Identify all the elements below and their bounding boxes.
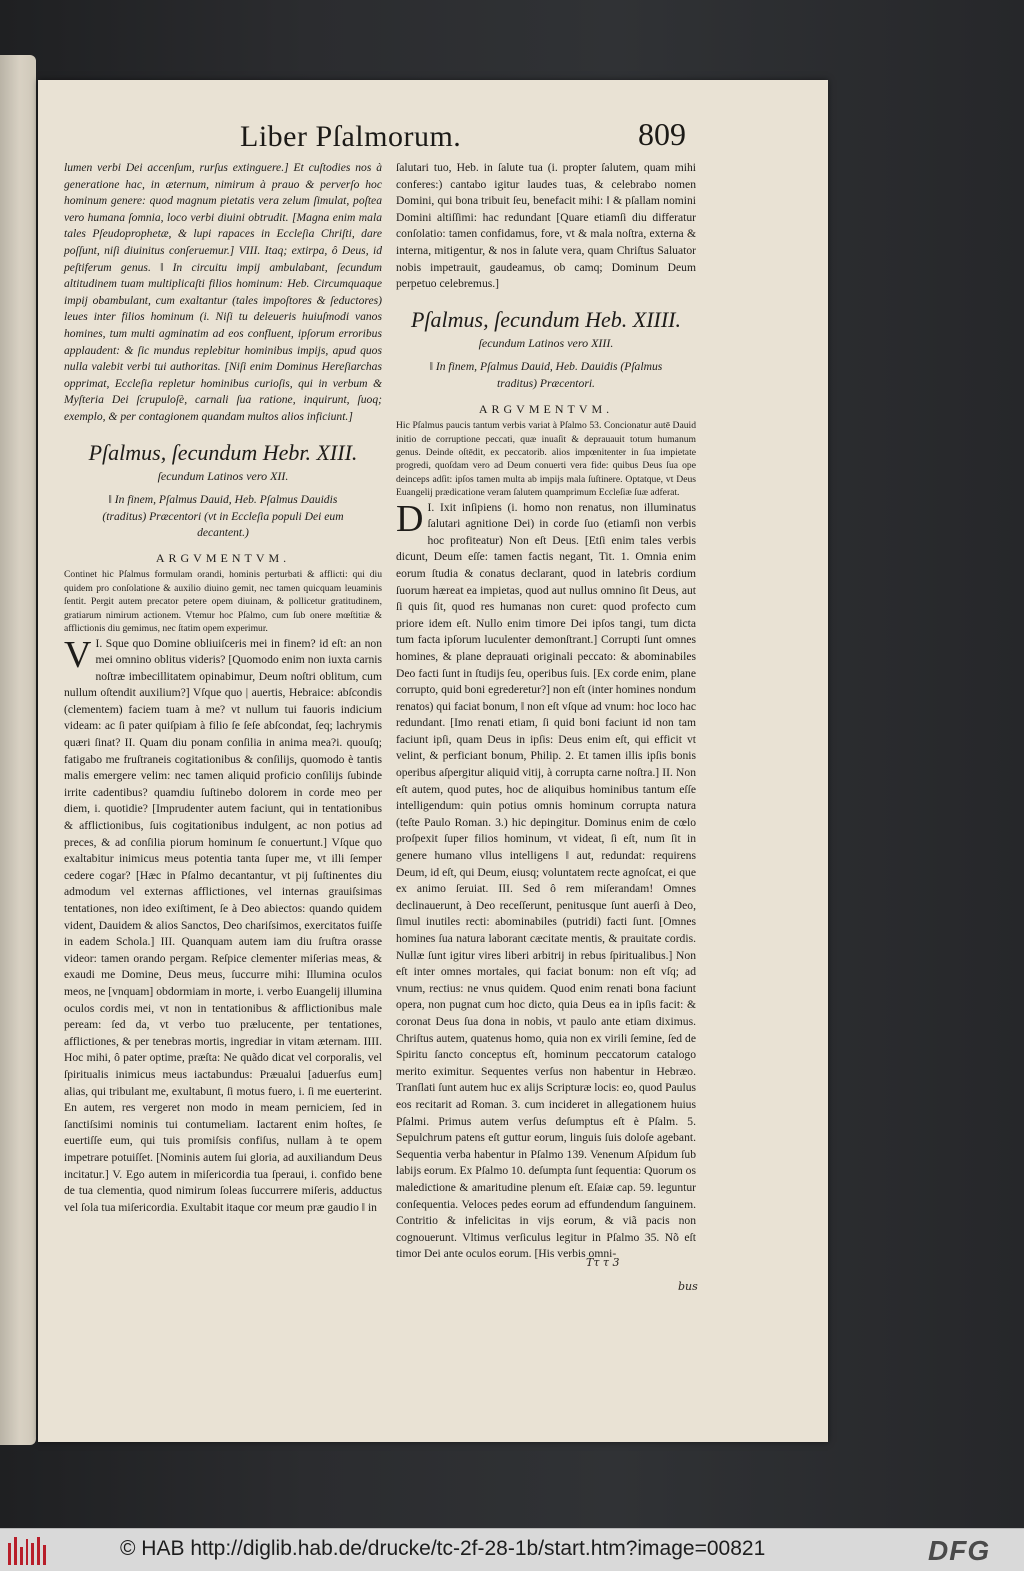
running-head: Liber Pſalmorum. — [240, 120, 462, 153]
signature-mark: Tτ τ 3 — [586, 1256, 620, 1269]
right-paragraph-1: ſalutari tuo, Heb. in ſalute tua (i. propter ſalutem, quam mihi conferes:) cantabo igitur laudes tuas, & celebrabo nomen Domini, qui bona tribuit ſeu, benefacit mihi: ‖ & pſallam nomini Domini altiſſimi: hac redundant [Quare etiamſi diu differatur conſolatio: tamen confidamus, fore, vt & mala noſtra, externa & interna, mitigentur, & nos in ſalute vera, quam Chriſtus Saluator nobis impetrauit, gaudeamus, ob camq; Dominum Deum perpetuo celebremus.] — [396, 161, 696, 291]
previous-page-edge — [0, 55, 36, 1445]
drop-cap: D — [396, 497, 424, 540]
psalm-heading-13: Pſalmus, ſecundum Hebr. XIII. — [88, 439, 358, 465]
page-number: 809 — [638, 116, 686, 152]
psalm-14-body: Ixit inſipiens (i. homo non renatus, non illuminatus ſalutari agnitione Dei) in corde ſuo (etiamſi non verbis hoc profiteatur) Non eſt Deus. [Etſi enim tales verbis dicunt, Deum eſſe: tamen factis negant, Tit. 1. Omnia enim eorum ſtudia & conatus declarant, quod in latebris cordium ſuorum hæreat ea impietas, quod aut nullus omnino ſit Deus, aut ſi quis ſit, quod res humanas non curet: quod profecto cum priore idem eſt. Nullo enim timore Dei ipſos tangi, tum dicta tum facta ipſorum luculenter demonſtrant.] Corrupti ſunt omnes homines, & plane deprauati originali peccato: & abominabiles Deo facti ſunt in ſtudijs ſeu, operibus ſuis. [Ex corde enim, plane corrupto, quid boni egrederetur?] non eſt (inter homines nondum renatos) qui faciat bonum, ‖ non eſt vſque ad vnum: hoc loco hac redundant. [Imo renati etiam, ſi quid boni faciunt id non tam faciunt ipſi, quam Deus in ipſis: Deus enim eſt, qui efficit vt velint, & perficiant bonum, Philip. 2. Et tamen illis ipſis bonis operibus aſpergitur aliquid vitij, à corrupta carne noſtra.] II. Non eſt autem, quod putes, hoc de aliquibus hominibus tantum eſſe intelligendum: quin potius omnis hominum corrupta natura (teſte Paulo Roman. 3.) hic depingitur. Dominus enim de cœlo proſpexit ſuper filios hominum, vt videat, ſi eſt, num ſit in genere humano vllus intelligens ‖ aut, redundat: requirens Deum, id eſt, qui Deum, eiusq; voluntatem recte agnoſcat, ei que ex animo ſeruiat. III. Sed ô rem miſerandam! Omnes declinauerunt, à Deo receſſerunt, penitusque ſunt auerſi à Deo, ſimul inutiles recti: abominabiles (putridi) facti ſunt. [Omnes homines ſua natura laborant cæcitate mentis, & prauitate cordis. Nullæ ſunt igitur vires liberi arbitrij in rebus ſpiritualibus.] Non eſt inter omnes mortales, qui faciat bonum: non eſt vſq; ad vnum, rectius: ne vnus quidem. Quod enim renati bona faciunt opera, non pugnat cum hoc dicto, quia Deus ea in ipſis facit: & coronat Deus ſua dona in nobis, vt paulo ante etiam diximus. Chriſtus autem, quatenus homo, quia non ex virili ſemine, ſed de Spiritu ſancto conceptus eſt, hominum peccatorum catalogo merito eximitur. Sequentes verſus non habentur in Hebræo. Tranſlati ſunt autem huc ex alijs Scripturæ locis: eo, quod Paulus eos recitarit ad Roman. 3. cum incideret in allegationem huius Pſalmi. Primus autem verſus deſumptus eſt è Pſalm. 5. Sepulchrum patens eſt guttur eorum, linguis ſuis doloſe agebant. Sequentia verba habentur in Pſalmo 139. Venenum Aſpidum ſub labijs eorum. Ex Pſalmo 10. deſumpta ſunt ſequentia: Quorum os maledictione & amaritudine plenum eſt. Eſaiæ cap. 59. leguntur conſequentia. Veloces pedes eorum ad effundendum ſanguinem. Contritio & infelicitas in vijs eorum, & viã pacis non cognouerunt. Vltimus verſiculus legitur in Pſalmo 35. Nõ eſt timor Dei ante oculos eorum. [His verbis omni- — [396, 500, 697, 1261]
book-page — [38, 80, 828, 1442]
psalm-13-body: Sque quo Domine obliuiſceris mei in finem? id eſt: an non mei omnino oblitus videris? [Quomodo enim non iuxta carnis noſtræ imbecillitatem opinabimur, Deum noſtri oblitum, cum nullum oſtendit auxilium?] Vſque quo | auertis, Hebraice: abſcondis (clementem) faciem tuam à me? vt nullum tui fauoris indicium videam: ac ſi pater quiſpiam à filio ſe ſeſe abſcondat, ſeq; lachrymis quæri ſinat? II. Quam diu ponam conſilia in anima mea?i. quouſq; fatigabo me fruſtraneis cogitationibus & conſilijs, quomodo è tantis malis emergere velim: nec tamen aliquid proficio conſilijs ſubinde irrite cadentibus? quamdiu ſuſtinebo dolorem in corde meo per diem, i. quotidie? [Imprudenter autem faciunt, qui in tentationibus & afflictionibus, ſuis cogitationibus indulgent, ac non potius ad preces, & ad conſilia piorum hominum ſe conuertunt.] Vſque quo exaltabitur inimicus meus potentia tanta ſuper me, vt illi ſemper cedere cogar? [Hæc in Pſalmo decantantur, vt pij ſuſtinentes diu admodum vel externas afflictiones, vel internas grauiſsimas tentationes, non ideo exiſtiment, ſe à Deo abiectos: quando quidem vident, Dauidem & alios Sanctos, Deo chariſsimos, exercitatos fuiſſe in eadem Schola.] III. Quanquam autem iam diu ſruſtra orasse videor: tamen orando pergam. Reſpice clementer miſerias meas, & exaudi me Domine, Deus meus, ſuccurre mihi: Illumina oculos meos, ne [vnquam] obdormiam in morte, i. verbo Euangelij illumina oculos cordis mei, vt non in tentationibus & afflictionibus male peream: ſed da, vt verbo tuo prælucente, per tentationes, afflictiones, & per tenebras mortis, ingrediar in vitam æternam. IIII. Hoc mihi, ô pater optime, præſta: Ne quãdo dicat vel corporalis, vel ſpiritualis inimicus meus iactabundus: Præualui [aduerſus eum] alias, qui tribulant me, exultabunt, ſi motus fuero, i. ſi me euerterint. En autem, res vergeret non modo in meam perniciem, ſed in ſanctiſsimi nominis tui contumeliam. Iactarent enim hoſtes, ſe euertiſſe eum, qui tuis promiſsis confiſus, nullam à te opem impetrare potuiſſet. [Nominis autem ſui gloria, ad auxiliandum Deus incitatur.] V. Ego autem in miſericordia tua ſperaui, i. confido bene de tua clementia, quod nimirum ſoleas ſuccurrere miſeris, adductus vel ſola tua miſericordia. Exultabit itaque cor meum præ gaudio ‖ in — [64, 636, 382, 1214]
left-paragraph-1: lumen verbi Dei accenſum, rurſus extinguere.] Et cuſtodies nos à generatione hac, in æternum, nimirum à prauo & perverſo hoc hominum genere: quod magnum pietatis vera zelum ſimulat, poſtea vero humana ſomnia, loco verbi diuini obtrudit. [Magna enim mala tales Pſeudoprophetæ, & lupi rapaces in Eccleſia Chriſti, dare poſſunt, niſi diuinitus conſeruemur.] VIII. Itaq; extirpa, ô Deus, id peſtiferum genus. ‖ In circuitu impij ambulabant, ſecundum altitudinem tuam multiplicaſti filios hominum: Heb. Circumquaque impij obambulant, cum exaltantur (tales impoſtores & ſeductores) leues inter filios hominum (i. Niſi tu deleueris huiuſmodi vanos homines, tum multi agminatim ad eos confluent, ipſorum erroribus applaudent: & ſic mundus replebitur hominibus impijs, apud quos nulla valebit verbi tui authoritas. [Niſi enim Dominus Hereſiarchas opprimat, Eccleſia repletur hominibus curioſis, qui in verbum & Myſteria Dei ſcrupuloſè, carnali ſua ratione, inquirunt, ſuoq; exemplo, & per contagionem quandam multos alios inficiunt.] — [64, 161, 382, 423]
psalm-inscription-14: ‖ In finem, Pſalmus Dauid, Heb. Dauidis (Pſalmus traditus) Præcentori. — [429, 360, 663, 390]
footer-bar — [0, 1528, 1024, 1571]
footer-copyright-link[interactable]: © HAB http://diglib.hab.de/drucke/tc-2f-28-1b/start.htm?image=00821 — [120, 1537, 766, 1560]
dfg-logo: DFG — [928, 1535, 991, 1566]
argument-title-14: ARGVMENTVM. — [478, 401, 614, 416]
argument-title-13: ARGVMENTVM. — [155, 550, 291, 565]
verse-number: I. — [95, 636, 103, 650]
psalm-inscription-13: ‖ In finem, Pſalmus Dauid, Heb. Pſalmus Dauidis (traditus) Præcentori (vt in Eccleſia populi Dei eum decantent.) — [102, 493, 344, 540]
catchword: bus — [678, 1280, 698, 1293]
drop-cap: V — [64, 633, 92, 676]
argument-text-13: Continet hic Pſalmus formulam orandi, hominis perturbati & afflicti: qui diu quidem pro conſolatione & auxilio diuino gemit, nec tamen quicquam leuaminis ſentit. Pergit autem precator petere opem diuinam, & pollicetur gratitudinem, gratiarum nimirum actionem. Vtemur hoc Pſalmo, cum ſub onere mœſtitiæ & afflictionis diu gemimus, nec ſtatim opem experimur. — [64, 569, 382, 635]
verse-number: I. — [427, 500, 435, 514]
psalm-14-text — [396, 497, 697, 1263]
left-column — [64, 160, 382, 1216]
psalm-subheading-14: ſecundum Latinos vero XIII. — [478, 335, 614, 350]
argument-text-14: Hic Pſalmus paucis tantum verbis variat à Pſalmo 53. Concionatur autē Dauid initio de corruptione peccati, quæ inuaſit & deprauauit totum humanum genus. Deinde oſtēdit, ex peccatorib. alios impœnitenter in ſua impietate progredi, quoſdam vero ad Deum conuerti vera fide: quibus Deus ſua ope deinceps adſit: ipſos tamen multa ab impijs mala ſuſtinere. Optatque, vt Deus Euangelij prædicatione veram ſalutem quamprimum Eccleſiæ ſuæ adferat. — [396, 420, 696, 499]
right-column — [396, 160, 696, 1263]
psalm-subheading-13: ſecundum Latinos vero XII. — [157, 468, 289, 483]
psalm-heading-14: Pſalmus, ſecundum Heb. XIIII. — [410, 306, 682, 332]
hab-logo-icon — [8, 1535, 46, 1565]
psalm-13-text — [64, 633, 382, 1217]
